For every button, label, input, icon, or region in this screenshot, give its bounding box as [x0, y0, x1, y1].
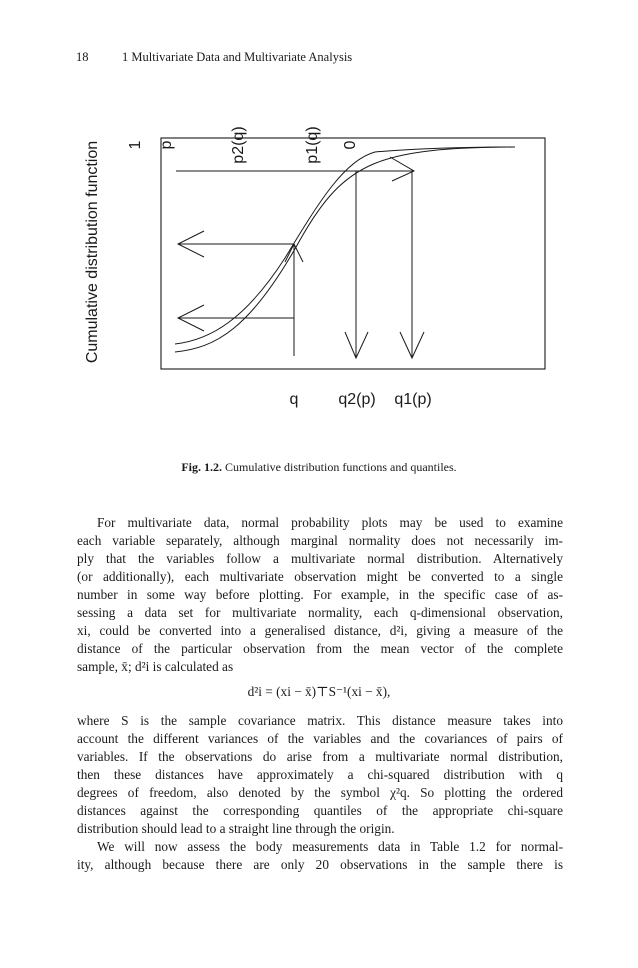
p1-line: each variable separately, although marginal normality does not necessarily im-: [77, 533, 563, 548]
y-tick-p1q: p1(q): [304, 126, 321, 164]
p1-line: ply that the variables follow a multivariate normal distribution. Alternatively: [77, 551, 563, 566]
p1-line: xi, could be converted into a generalised distance, d²i, giving a measure of the: [77, 623, 563, 638]
x-tick-q1p: q1(p): [394, 391, 432, 408]
p2-line: account the different variances of the variables and the covariances of pairs of: [77, 731, 563, 746]
plot-frame: [161, 138, 545, 369]
paragraph-2: [77, 712, 563, 874]
y-tick-p: p: [158, 140, 175, 150]
p2-line: distribution should lead to a straight line through the origin.: [77, 821, 395, 836]
y-tick-1: 1: [127, 140, 144, 150]
x-tick-q2p: q2(p): [338, 391, 376, 408]
y-tick-p2q: p2(q): [230, 126, 247, 164]
paragraph-1: [77, 514, 563, 676]
p2-line: We will now assess the body measurements data in Table 1.2 for normal-: [97, 839, 563, 854]
p2-line: then these distances have approximately a chi-squared distribution with q: [77, 767, 563, 782]
caption-text: Cumulative distribution functions and quantiles.: [225, 460, 457, 474]
running-title: 1 Multivariate Data and Multivariate Analysis: [122, 50, 353, 64]
x-tick-q: q: [289, 391, 299, 408]
p2-line: where S is the sample covariance matrix. This distance measure takes into: [77, 713, 563, 728]
distance-equation: d²i = (xi − x̄)⊤S⁻¹(xi − x̄),: [247, 684, 391, 699]
p1-line: sessing a data set for multivariate normality, each q-dimensional observation,: [77, 605, 563, 620]
y-axis-title: Cumulative distribution function: [84, 140, 101, 364]
p1-line: number in some way before plotting. For example, in the specific case of as-: [77, 587, 563, 602]
cdf-figure: [0, 0, 638, 450]
y-tick-0: 0: [342, 140, 359, 150]
p2-line: degrees of freedom, also denoted by the symbol χ²q. So plotting the ordered: [77, 785, 563, 800]
p1-line: sample, x̄; d²i is calculated as: [77, 659, 234, 674]
cdf-curve-2: [175, 147, 515, 344]
cdf-curve-1: [175, 147, 515, 352]
p2-line: ity, although because there are only 20 observations in the sample there is: [77, 857, 563, 872]
p1-line: distance of the particular observation from the mean vector of the complete: [77, 641, 563, 656]
page-number: 18: [76, 50, 89, 64]
p-arrow-head: [390, 157, 414, 181]
figure-caption: [0, 460, 638, 475]
p1-line: For multivariate data, normal probability plots may be used to examine: [97, 515, 563, 530]
p1-line: (or additionally), each multivariate observation might be converted to a single: [77, 569, 563, 584]
p2-line: distances against the corresponding quantiles of the appropriate chi-square: [77, 803, 563, 818]
caption-label: Fig. 1.2.: [181, 460, 223, 474]
p2-line: variables. If the observations do arise from a multivariate normal distribution,: [77, 749, 563, 764]
